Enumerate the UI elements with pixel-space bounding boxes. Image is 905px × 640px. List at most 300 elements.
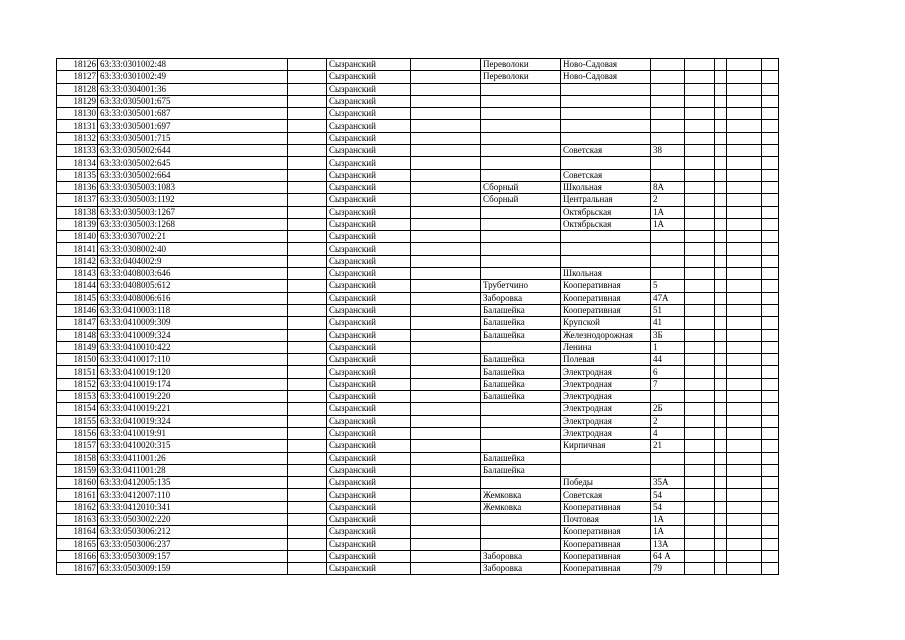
blank-col-a-cell: [288, 268, 327, 280]
blank-col-b-cell: [411, 378, 481, 390]
blank-col-b-cell: [411, 341, 481, 353]
extra-col-3-cell: [727, 231, 762, 243]
extra-col-2-cell: [715, 132, 727, 144]
cadastral-number-cell: 63:33:0304001:36: [98, 83, 288, 95]
extra-col-2-cell: [715, 280, 727, 292]
blank-col-b-cell: [411, 317, 481, 329]
house-number-cell: 3Б: [651, 329, 685, 341]
extra-col-3-cell: [727, 181, 762, 193]
table-row: [57, 513, 779, 525]
record-number-cell: 18154: [57, 403, 98, 415]
settlement-cell: Балашейка: [481, 452, 561, 464]
street-cell: Кооперативная: [561, 304, 651, 316]
table-row: [57, 59, 779, 71]
blank-col-a-cell: [288, 120, 327, 132]
extra-col-1-cell: [685, 550, 715, 562]
extra-col-2-cell: [715, 501, 727, 513]
extra-col-2-cell: [715, 489, 727, 501]
extra-col-1-cell: [685, 71, 715, 83]
extra-col-1-cell: [685, 403, 715, 415]
settlement-cell: Переволоки: [481, 59, 561, 71]
extra-col-4-cell: [762, 317, 779, 329]
street-cell: Кооперативная: [561, 538, 651, 550]
blank-col-a-cell: [288, 304, 327, 316]
extra-col-2-cell: [715, 169, 727, 181]
blank-col-b-cell: [411, 477, 481, 489]
extra-col-3-cell: [727, 563, 762, 575]
extra-col-3-cell: [727, 538, 762, 550]
extra-col-3-cell: [727, 427, 762, 439]
house-number-cell: 1А: [651, 206, 685, 218]
blank-col-a-cell: [288, 440, 327, 452]
cadastral-number-cell: 63:33:0305002:645: [98, 157, 288, 169]
extra-col-1-cell: [685, 501, 715, 513]
table-row: [57, 280, 779, 292]
settlement-cell: [481, 268, 561, 280]
extra-col-1-cell: [685, 354, 715, 366]
settlement-cell: Балашейка: [481, 329, 561, 341]
settlement-cell: Трубетчино: [481, 280, 561, 292]
blank-col-b-cell: [411, 169, 481, 181]
cadastral-number-cell: 63:33:0408006:616: [98, 292, 288, 304]
settlement-cell: [481, 440, 561, 452]
house-number-cell: 2: [651, 415, 685, 427]
extra-col-4-cell: [762, 157, 779, 169]
extra-col-2-cell: [715, 538, 727, 550]
cadastral-number-cell: 63:33:0410009:309: [98, 317, 288, 329]
extra-col-2-cell: [715, 341, 727, 353]
extra-col-3-cell: [727, 378, 762, 390]
record-number-cell: 18159: [57, 464, 98, 476]
blank-col-b-cell: [411, 120, 481, 132]
extra-col-3-cell: [727, 513, 762, 525]
table-row: [57, 181, 779, 193]
street-cell: Почтовая: [561, 513, 651, 525]
settlement-cell: [481, 231, 561, 243]
cadastral-number-cell: 63:33:0410019:324: [98, 415, 288, 427]
extra-col-4-cell: [762, 71, 779, 83]
settlement-cell: [481, 108, 561, 120]
house-number-cell: [651, 108, 685, 120]
record-number-cell: 18138: [57, 206, 98, 218]
district-cell: Сызранский: [327, 71, 411, 83]
extra-col-1-cell: [685, 280, 715, 292]
record-number-cell: 18144: [57, 280, 98, 292]
blank-col-b-cell: [411, 538, 481, 550]
extra-col-2-cell: [715, 206, 727, 218]
house-number-cell: 2Б: [651, 403, 685, 415]
district-cell: Сызранский: [327, 231, 411, 243]
extra-col-4-cell: [762, 489, 779, 501]
blank-col-a-cell: [288, 391, 327, 403]
blank-col-b-cell: [411, 440, 481, 452]
blank-col-b-cell: [411, 329, 481, 341]
house-number-cell: 7: [651, 378, 685, 390]
extra-col-4-cell: [762, 280, 779, 292]
extra-col-3-cell: [727, 501, 762, 513]
extra-col-1-cell: [685, 304, 715, 316]
street-cell: Школьная: [561, 181, 651, 193]
extra-col-3-cell: [727, 292, 762, 304]
extra-col-3-cell: [727, 280, 762, 292]
street-cell: Электродная: [561, 427, 651, 439]
house-number-cell: 54: [651, 489, 685, 501]
table-row: [57, 120, 779, 132]
extra-col-4-cell: [762, 440, 779, 452]
table-row: [57, 477, 779, 489]
extra-col-3-cell: [727, 526, 762, 538]
extra-col-3-cell: [727, 132, 762, 144]
street-cell: Ленина: [561, 341, 651, 353]
table-row: [57, 71, 779, 83]
settlement-cell: Балашейка: [481, 464, 561, 476]
table-row: [57, 526, 779, 538]
district-cell: Сызранский: [327, 378, 411, 390]
district-cell: Сызранский: [327, 292, 411, 304]
extra-col-4-cell: [762, 477, 779, 489]
extra-col-1-cell: [685, 526, 715, 538]
extra-col-4-cell: [762, 526, 779, 538]
house-number-cell: 41: [651, 317, 685, 329]
extra-col-1-cell: [685, 108, 715, 120]
extra-col-1-cell: [685, 218, 715, 230]
cadastral-number-cell: 63:33:0305003:1083: [98, 181, 288, 193]
cadastral-number-cell: 63:33:0412005:135: [98, 477, 288, 489]
record-number-cell: 18150: [57, 354, 98, 366]
cadastral-number-cell: 63:33:0404002:9: [98, 255, 288, 267]
district-cell: Сызранский: [327, 280, 411, 292]
extra-col-4-cell: [762, 563, 779, 575]
extra-col-2-cell: [715, 120, 727, 132]
blank-col-b-cell: [411, 464, 481, 476]
record-number-cell: 18143: [57, 268, 98, 280]
district-cell: Сызранский: [327, 157, 411, 169]
district-cell: Сызранский: [327, 391, 411, 403]
extra-col-1-cell: [685, 132, 715, 144]
record-number-cell: 18153: [57, 391, 98, 403]
extra-col-2-cell: [715, 452, 727, 464]
street-cell: Электродная: [561, 415, 651, 427]
blank-col-b-cell: [411, 304, 481, 316]
blank-col-b-cell: [411, 206, 481, 218]
blank-col-b-cell: [411, 366, 481, 378]
cadastral-number-cell: 63:33:0301002:48: [98, 59, 288, 71]
blank-col-a-cell: [288, 489, 327, 501]
table-row: [57, 550, 779, 562]
extra-col-4-cell: [762, 366, 779, 378]
record-number-cell: 18157: [57, 440, 98, 452]
extra-col-1-cell: [685, 452, 715, 464]
blank-col-b-cell: [411, 268, 481, 280]
cadastral-number-cell: 63:33:0308002:40: [98, 243, 288, 255]
extra-col-3-cell: [727, 354, 762, 366]
house-number-cell: [651, 169, 685, 181]
extra-col-1-cell: [685, 59, 715, 71]
district-cell: Сызранский: [327, 95, 411, 107]
table-row: [57, 440, 779, 452]
district-cell: Сызранский: [327, 464, 411, 476]
extra-col-1-cell: [685, 95, 715, 107]
blank-col-a-cell: [288, 95, 327, 107]
extra-col-2-cell: [715, 378, 727, 390]
blank-col-a-cell: [288, 427, 327, 439]
table-row: [57, 145, 779, 157]
blank-col-b-cell: [411, 526, 481, 538]
cadastral-number-cell: 63:33:0307002:21: [98, 231, 288, 243]
settlement-cell: [481, 415, 561, 427]
record-number-cell: 18135: [57, 169, 98, 181]
district-cell: Сызранский: [327, 452, 411, 464]
table-row: [57, 341, 779, 353]
district-cell: Сызранский: [327, 477, 411, 489]
street-cell: Центральная: [561, 194, 651, 206]
street-cell: Кирпичная: [561, 440, 651, 452]
settlement-cell: [481, 218, 561, 230]
cadastral-number-cell: 63:33:0305001:715: [98, 132, 288, 144]
cadastral-number-cell: 63:33:0503009:159: [98, 563, 288, 575]
cadastral-number-cell: 63:33:0503002:220: [98, 513, 288, 525]
cadastral-number-cell: 63:33:0410003:118: [98, 304, 288, 316]
extra-col-4-cell: [762, 415, 779, 427]
extra-col-1-cell: [685, 366, 715, 378]
record-number-cell: 18140: [57, 231, 98, 243]
house-number-cell: [651, 243, 685, 255]
cadastral-number-cell: 63:33:0305003:1268: [98, 218, 288, 230]
blank-col-a-cell: [288, 563, 327, 575]
record-number-cell: 18156: [57, 427, 98, 439]
house-number-cell: 47А: [651, 292, 685, 304]
extra-col-4-cell: [762, 538, 779, 550]
district-cell: Сызранский: [327, 59, 411, 71]
street-cell: [561, 108, 651, 120]
extra-col-3-cell: [727, 59, 762, 71]
blank-col-a-cell: [288, 169, 327, 181]
settlement-cell: [481, 513, 561, 525]
record-number-cell: 18163: [57, 513, 98, 525]
table-row: [57, 464, 779, 476]
blank-col-a-cell: [288, 71, 327, 83]
cadastral-number-cell: 63:33:0410019:220: [98, 391, 288, 403]
settlement-cell: Жемковка: [481, 489, 561, 501]
blank-col-b-cell: [411, 132, 481, 144]
settlement-cell: Балашейка: [481, 391, 561, 403]
cadastral-number-cell: 63:33:0305002:664: [98, 169, 288, 181]
cadastral-number-cell: 63:33:0410019:174: [98, 378, 288, 390]
extra-col-1-cell: [685, 231, 715, 243]
extra-col-2-cell: [715, 268, 727, 280]
street-cell: Кооперативная: [561, 292, 651, 304]
settlement-cell: [481, 427, 561, 439]
extra-col-2-cell: [715, 354, 727, 366]
extra-col-2-cell: [715, 218, 727, 230]
blank-col-b-cell: [411, 59, 481, 71]
blank-col-b-cell: [411, 354, 481, 366]
blank-col-a-cell: [288, 415, 327, 427]
extra-col-3-cell: [727, 489, 762, 501]
extra-col-4-cell: [762, 218, 779, 230]
district-cell: Сызранский: [327, 341, 411, 353]
blank-col-a-cell: [288, 255, 327, 267]
extra-col-4-cell: [762, 194, 779, 206]
extra-col-4-cell: [762, 59, 779, 71]
cadastral-number-cell: 63:33:0410010:422: [98, 341, 288, 353]
record-number-cell: 18134: [57, 157, 98, 169]
house-number-cell: 2: [651, 194, 685, 206]
extra-col-1-cell: [685, 181, 715, 193]
blank-col-a-cell: [288, 59, 327, 71]
settlement-cell: [481, 341, 561, 353]
district-cell: Сызранский: [327, 194, 411, 206]
table-row: [57, 231, 779, 243]
settlement-cell: [481, 169, 561, 181]
street-cell: Кооперативная: [561, 563, 651, 575]
district-cell: Сызранский: [327, 489, 411, 501]
settlement-cell: [481, 526, 561, 538]
extra-col-2-cell: [715, 255, 727, 267]
table-row: [57, 218, 779, 230]
district-cell: Сызранский: [327, 268, 411, 280]
blank-col-a-cell: [288, 145, 327, 157]
blank-col-b-cell: [411, 489, 481, 501]
district-cell: Сызранский: [327, 83, 411, 95]
table-row: [57, 157, 779, 169]
street-cell: [561, 83, 651, 95]
blank-col-a-cell: [288, 329, 327, 341]
street-cell: Кооперативная: [561, 280, 651, 292]
cadastral-number-cell: 63:33:0410009:324: [98, 329, 288, 341]
extra-col-2-cell: [715, 427, 727, 439]
table-row: [57, 255, 779, 267]
district-cell: Сызранский: [327, 243, 411, 255]
blank-col-a-cell: [288, 452, 327, 464]
blank-col-a-cell: [288, 292, 327, 304]
blank-col-a-cell: [288, 243, 327, 255]
record-number-cell: 18158: [57, 452, 98, 464]
table-row: [57, 169, 779, 181]
record-number-cell: 18155: [57, 415, 98, 427]
extra-col-3-cell: [727, 440, 762, 452]
blank-col-a-cell: [288, 403, 327, 415]
settlement-cell: [481, 157, 561, 169]
extra-col-3-cell: [727, 268, 762, 280]
extra-col-2-cell: [715, 329, 727, 341]
settlement-cell: Сборный: [481, 181, 561, 193]
table-row: [57, 206, 779, 218]
cadastral-number-cell: 63:33:0305001:675: [98, 95, 288, 107]
extra-col-4-cell: [762, 452, 779, 464]
district-cell: Сызранский: [327, 501, 411, 513]
extra-col-1-cell: [685, 120, 715, 132]
record-number-cell: 18162: [57, 501, 98, 513]
record-number-cell: 18130: [57, 108, 98, 120]
extra-col-4-cell: [762, 255, 779, 267]
blank-col-a-cell: [288, 538, 327, 550]
extra-col-2-cell: [715, 145, 727, 157]
cadastral-table: [56, 58, 779, 575]
house-number-cell: 6: [651, 366, 685, 378]
district-cell: Сызранский: [327, 513, 411, 525]
record-number-cell: 18164: [57, 526, 98, 538]
extra-col-1-cell: [685, 329, 715, 341]
house-number-cell: [651, 255, 685, 267]
record-number-cell: 18149: [57, 341, 98, 353]
extra-col-3-cell: [727, 317, 762, 329]
settlement-cell: [481, 255, 561, 267]
street-cell: [561, 452, 651, 464]
record-number-cell: 18128: [57, 83, 98, 95]
blank-col-a-cell: [288, 108, 327, 120]
settlement-cell: [481, 243, 561, 255]
cadastral-number-cell: 63:33:0410019:91: [98, 427, 288, 439]
house-number-cell: [651, 231, 685, 243]
record-number-cell: 18148: [57, 329, 98, 341]
extra-col-4-cell: [762, 550, 779, 562]
extra-col-4-cell: [762, 329, 779, 341]
district-cell: Сызранский: [327, 440, 411, 452]
blank-col-b-cell: [411, 415, 481, 427]
extra-col-4-cell: [762, 83, 779, 95]
record-number-cell: 18166: [57, 550, 98, 562]
street-cell: Ново-Садовая: [561, 59, 651, 71]
blank-col-a-cell: [288, 354, 327, 366]
extra-col-3-cell: [727, 169, 762, 181]
blank-col-b-cell: [411, 194, 481, 206]
extra-col-2-cell: [715, 391, 727, 403]
extra-col-2-cell: [715, 550, 727, 562]
record-number-cell: 18139: [57, 218, 98, 230]
extra-col-4-cell: [762, 501, 779, 513]
extra-col-1-cell: [685, 440, 715, 452]
record-number-cell: 18160: [57, 477, 98, 489]
street-cell: Электродная: [561, 366, 651, 378]
house-number-cell: 5: [651, 280, 685, 292]
house-number-cell: 1А: [651, 513, 685, 525]
street-cell: Советская: [561, 169, 651, 181]
extra-col-3-cell: [727, 403, 762, 415]
extra-col-2-cell: [715, 108, 727, 120]
table-row: [57, 538, 779, 550]
street-cell: Кооперативная: [561, 526, 651, 538]
extra-col-1-cell: [685, 83, 715, 95]
street-cell: [561, 95, 651, 107]
table-row: [57, 132, 779, 144]
extra-col-3-cell: [727, 550, 762, 562]
extra-col-4-cell: [762, 378, 779, 390]
house-number-cell: [651, 464, 685, 476]
cadastral-number-cell: 63:33:0305003:1267: [98, 206, 288, 218]
table-row: [57, 427, 779, 439]
cadastral-number-cell: 63:33:0410020:315: [98, 440, 288, 452]
extra-col-2-cell: [715, 95, 727, 107]
cadastral-number-cell: 63:33:0503006:212: [98, 526, 288, 538]
blank-col-b-cell: [411, 255, 481, 267]
table-row: [57, 415, 779, 427]
extra-col-2-cell: [715, 304, 727, 316]
cadastral-number-cell: 63:33:0305002:644: [98, 145, 288, 157]
table-row: [57, 563, 779, 575]
record-number-cell: 18165: [57, 538, 98, 550]
blank-col-b-cell: [411, 157, 481, 169]
extra-col-1-cell: [685, 169, 715, 181]
street-cell: Победы: [561, 477, 651, 489]
extra-col-1-cell: [685, 145, 715, 157]
blank-col-b-cell: [411, 563, 481, 575]
cadastral-number-cell: 63:33:0411001:28: [98, 464, 288, 476]
blank-col-a-cell: [288, 231, 327, 243]
extra-col-4-cell: [762, 231, 779, 243]
district-cell: Сызранский: [327, 132, 411, 144]
blank-col-b-cell: [411, 71, 481, 83]
